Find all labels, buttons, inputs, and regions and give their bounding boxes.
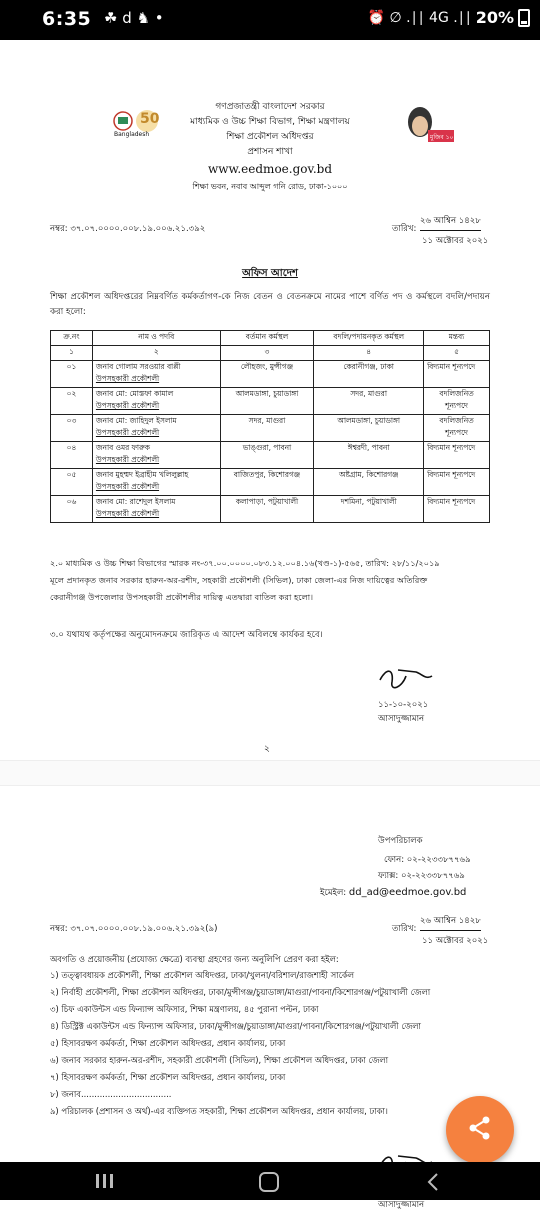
officer-name: জনাব ওমর ফারুক: [95, 443, 150, 452]
system-icons: [368, 8, 530, 27]
officer-designation: উপসহকারী প্রকৌশলী: [95, 374, 160, 383]
current-station-cell: বাজিতপুর, কিশোরগঞ্জ: [220, 469, 314, 496]
name-cell: [92, 415, 220, 442]
division-name: মাধ্যমিক ও উচ্চ শিক্ষা বিভাগ, শিক্ষা মন্ত্রণালয়: [190, 117, 350, 127]
navigation-bar: [0, 1162, 540, 1200]
table-row: [51, 442, 490, 469]
current-station-cell: লৌহজং, মুন্সীগঞ্জ: [220, 361, 314, 388]
table-row: [51, 361, 490, 388]
paragraph-3: ৩.০ যথাযথ কর্তৃপক্ষের অনুমোদনক্রমে জারিকৃত এ আদেশ অবিলম্বে কার্যকর হবে।: [50, 630, 323, 640]
home-button[interactable]: [258, 1172, 280, 1196]
officer-name: জনাব গোলাম সরওয়ার বাপ্পী: [95, 362, 181, 371]
officer-designation: উপপরিচালক: [378, 836, 423, 846]
officer-designation: উপসহকারী প্রকৌশলী: [95, 455, 160, 464]
officer-designation: উপসহকারী প্রকৌশলী: [95, 482, 160, 491]
website-link[interactable]: www.eedmoe.gov.bd: [207, 162, 333, 176]
copy-recipient: ৩) চিফ একাউন্টস এন্ড ফিন্যান্স অফিসার, শিক্ষা মন্ত্রণালয়, ৪৫ পুরানা পল্টন, ঢাকা: [50, 1004, 319, 1014]
govt-name: গণপ্রজাতন্ত্রী বাংলাদেশ সরকার: [215, 102, 325, 112]
signatory-name-2: আসাদুজ্জামান: [378, 1200, 425, 1210]
signal-icons: ⏰ ∅ .∣∣ 4G .∣∣: [367, 9, 472, 26]
remark-cell: বদলিজনিত শূন্যপদে: [424, 388, 490, 415]
date-label: তারিখ:: [392, 224, 417, 234]
paragraph-2-line-3: কেরানীগঞ্জ উপজেলার উপসহকারী প্রকৌশলীর দায়িত্ব এতদ্বারা বাতিল করা হলো।: [50, 592, 313, 602]
battery-percent: 20%: [475, 8, 514, 27]
email-label: ইমেইল:: [320, 888, 349, 898]
memo-number: [50, 222, 205, 236]
table-header: বর্তমান কর্মস্থল: [220, 331, 314, 346]
date-label: তারিখ:: [392, 924, 417, 934]
column-number: ২: [92, 346, 220, 361]
order-title: অফিস আদেশ: [242, 268, 298, 279]
column-number: ৩: [220, 346, 314, 361]
remark-cell: বিদ্যমান শূন্যপদে: [424, 469, 490, 496]
recent-apps-icon: [94, 1172, 114, 1190]
signature-date: ১১-১০-২০২১: [378, 700, 429, 710]
clock: 6:35: [42, 8, 92, 30]
signatory-name: আসাদুজ্জামান: [378, 714, 425, 724]
paragraph-2-line-2: মূলে প্রদানকৃত জনাব সরকার হারুন-অর-রশীদ, সহকারী প্রকৌশলী (সিভিল), ঢাকা জেলা-এর নিজ দায়িত্বের অতিরিক্ত: [50, 575, 428, 585]
date-english: ১১ অক্টোবর ২০২১: [422, 936, 489, 946]
new-station-cell: আলমডাঙ্গা, চুয়াডাঙ্গা: [314, 415, 424, 442]
memo-number-2: [50, 922, 217, 936]
logo-number: 50: [140, 111, 160, 127]
table-row: [51, 469, 490, 496]
current-station-cell: সদর, মাগুরা: [220, 415, 314, 442]
memo-date-2: [392, 914, 502, 948]
home-icon: [258, 1172, 280, 1192]
current-station-cell: ভাঙ্গুরা, পাবনা: [220, 442, 314, 469]
date-bangla: ২৬ আশ্বিন ১৪২৮: [420, 914, 481, 931]
copy-intro: অবগতি ও প্রয়োজনীয় (প্রযোজ্য ক্ষেত্রে) ব্যবস্থা গ্রহণের জন্য অনুলিপি প্রেরণ করা হইল:: [50, 954, 339, 964]
table-header-row: [51, 331, 490, 346]
column-number: ১: [51, 346, 93, 361]
mujib-logo-text: মুজিব ১০০: [430, 134, 458, 141]
officer-designation: উপসহকারী প্রকৌশলী: [95, 401, 160, 410]
table-row: [51, 496, 490, 523]
new-station-cell: কেরানীগঞ্জ, ঢাকা: [314, 361, 424, 388]
table-header: নাম ও পদবি: [92, 331, 220, 346]
table-header: বদলি/পদায়নকৃত কর্মস্থল: [314, 331, 424, 346]
signature-image: [376, 662, 436, 696]
new-station-cell: সদর, মাগুরা: [314, 388, 424, 415]
page-separator: [0, 760, 540, 786]
serial-cell: ০৬: [51, 496, 93, 523]
current-station-cell: আলমডাঙ্গা, চুয়াডাঙ্গা: [220, 388, 314, 415]
table-header: ক্র.নং: [51, 331, 93, 346]
table-row: [51, 415, 490, 442]
serial-cell: ০২: [51, 388, 93, 415]
table-number-row: [51, 346, 490, 361]
copy-recipient: ৭) হিসাবরক্ষণ কর্মকর্তা, শিক্ষা প্রকৌশল অধিদপ্তর, প্রধান কার্যালয়, ঢাকা: [50, 1072, 286, 1082]
memo-number-label: নম্বর:: [50, 224, 68, 234]
officer-name: জনাব মো: জাহিদুল ইসলাম: [95, 416, 177, 425]
remark-cell: বদলিজনিত শূন্যপদে: [424, 415, 490, 442]
remark-cell: বিদ্যমান শূন্যপদে: [424, 442, 490, 469]
logo-text: Bangladesh: [114, 131, 150, 138]
date-bangla: ২৬ আশ্বিন ১৪২৮: [420, 214, 481, 231]
notification-icons: ☘ d ♞ •: [104, 9, 164, 27]
officer-designation: উপসহকারী প্রকৌশলী: [95, 428, 160, 437]
intro-paragraph: শিক্ষা প্রকৌশল অধিদপ্তরের নিম্নবর্ণিত কর্মকর্তাগণ-কে নিজ বেতন ও বেতনক্রমে নামের পাশে বর্ণিত পদ ও কর্মস্থলে বদলি/পদায়ন করা হলো:: [50, 292, 490, 317]
email-line: [320, 886, 466, 900]
status-bar: [0, 0, 540, 40]
officer-name: জনাব মুহম্মদ ইব্রাহীম খলিলুল্লাহ: [95, 470, 189, 479]
transfer-table: [50, 330, 490, 523]
column-number: ৪: [314, 346, 424, 361]
current-station-cell: কলাপাড়া, পটুয়াখালী: [220, 496, 314, 523]
date-english: ১১ অক্টোবর ২০২১: [422, 236, 489, 246]
officer-designation: উপসহকারী প্রকৌশলী: [95, 509, 160, 518]
memo-number-value: ৩৭.০৭.০০০০.০০৮.১৯.০০৬.২১.৩৯২(৯): [70, 924, 218, 934]
memo-number-label: নম্বর:: [50, 924, 68, 934]
name-cell: [92, 388, 220, 415]
name-cell: [92, 361, 220, 388]
recent-apps-button[interactable]: [94, 1172, 114, 1194]
copy-recipient: ৬) জনাব সরকার হারুন-অর-রশীদ, সহকারী প্রকৌশলী (সিভিল), শিক্ষা প্রকৌশল অধিদপ্তর, ঢাকা জেলা: [50, 1055, 389, 1065]
copy-recipient: ১) তত্ত্বাবধায়ক প্রকৌশলী, শিক্ষা প্রকৌশল অধিদপ্তর, ঢাকা/খুলনা/বরিশাল/রাজশাহী সার্কেল: [50, 970, 355, 980]
phone-number: ফোন: ০২-২২৩৩৮৭৭৬৯: [384, 855, 471, 865]
copy-recipient: ২) নির্বাহী প্রকৌশলী, শিক্ষা প্রকৌশল অধিদপ্তর, ঢাকা/মুন্সীগঞ্জ/চুয়াডাঙ্গা/মাগুরা/পাবনা/কিশোরগঞ্জ/পটুয়াখালী জেলা: [50, 987, 431, 997]
office-address: শিক্ষা ভবন, নবাব আব্দুল গনি রোড, ঢাকা-১০০০: [192, 182, 348, 191]
email-link[interactable]: dd_ad@eedmoe.gov.bd: [348, 887, 467, 898]
copy-recipient: ৪) ডিস্ট্রিক্ট একাউন্টস এন্ড ফিন্যান্স অফিসার, ঢাকা/মুন্সীগঞ্জ/চুয়াডাঙ্গা/মাগুরা/পাবনা/কিশোরগঞ্জ/পটুয়াখালী জেলা: [50, 1021, 421, 1031]
table-header: মন্তব্য: [424, 331, 490, 346]
copy-recipient: ৫) হিসাবরক্ষণ কর্মকর্তা, শিক্ষা প্রকৌশল অধিদপ্তর, প্রধান কার্যালয়, ঢাকা: [50, 1038, 286, 1048]
fax-number: ফ্যাক্স: ০২-২২৩৩৮৭৭৬৯: [378, 871, 465, 881]
remark-cell: বিদ্যমান শূন্যপদে: [424, 496, 490, 523]
remark-cell: বিদ্যমান শূন্যপদে: [424, 361, 490, 388]
share-button[interactable]: [446, 1096, 514, 1164]
department-name: শিক্ষা প্রকৌশল অধিদপ্তর: [226, 132, 314, 142]
name-cell: [92, 442, 220, 469]
serial-cell: ০৪: [51, 442, 93, 469]
paragraph-2-line-1: ২.০ মাধ্যমিক ও উচ্চ শিক্ষা বিভাগের স্মারক নং-৩৭.০০.০০০০.০৮৩.১২.০০৪.১৬(খণ্ড-১)-৫৬৫, তারিখ: ২৮/১১/২০১৯: [50, 558, 440, 568]
column-number: ৫: [424, 346, 490, 361]
new-station-cell: অষ্টগ্রাম, কিশোরগঞ্জ: [314, 469, 424, 496]
table-row: [51, 388, 490, 415]
name-cell: [92, 469, 220, 496]
share-icon: [467, 1115, 493, 1145]
branch-name: প্রশাসন শাখা: [247, 147, 293, 157]
serial-cell: ০৩: [51, 415, 93, 442]
back-icon: [426, 1172, 440, 1192]
copy-recipient: ৯) পরিচালক (প্রশাসন ও অর্থ)-এর ব্যক্তিগত সহকারী, শিক্ষা প্রকৌশল অধিদপ্তর, প্রধান কার্যালয়, ঢাকা।: [50, 1106, 388, 1116]
memo-date: [392, 214, 502, 248]
battery-icon: [518, 9, 530, 27]
serial-cell: ০১: [51, 361, 93, 388]
memo-number-value: ৩৭.০৭.০০০০.০০৮.১৯.০০৬.২১.৩৯২: [70, 224, 206, 234]
new-station-cell: ঈশ্বরদী, পাবনা: [314, 442, 424, 469]
back-button[interactable]: [426, 1172, 440, 1196]
name-cell: [92, 496, 220, 523]
officer-name: জনাব মো: মোস্তফা কামাল: [95, 389, 174, 398]
copy-recipient: ৮) জনাব..................................: [50, 1089, 172, 1099]
page-number: ২: [264, 744, 270, 754]
officer-name: জনাব মো: রাশেদুল ইসলাম: [95, 497, 176, 506]
new-station-cell: দশমিনা, পটুয়াখালী: [314, 496, 424, 523]
serial-cell: ০৫: [51, 469, 93, 496]
